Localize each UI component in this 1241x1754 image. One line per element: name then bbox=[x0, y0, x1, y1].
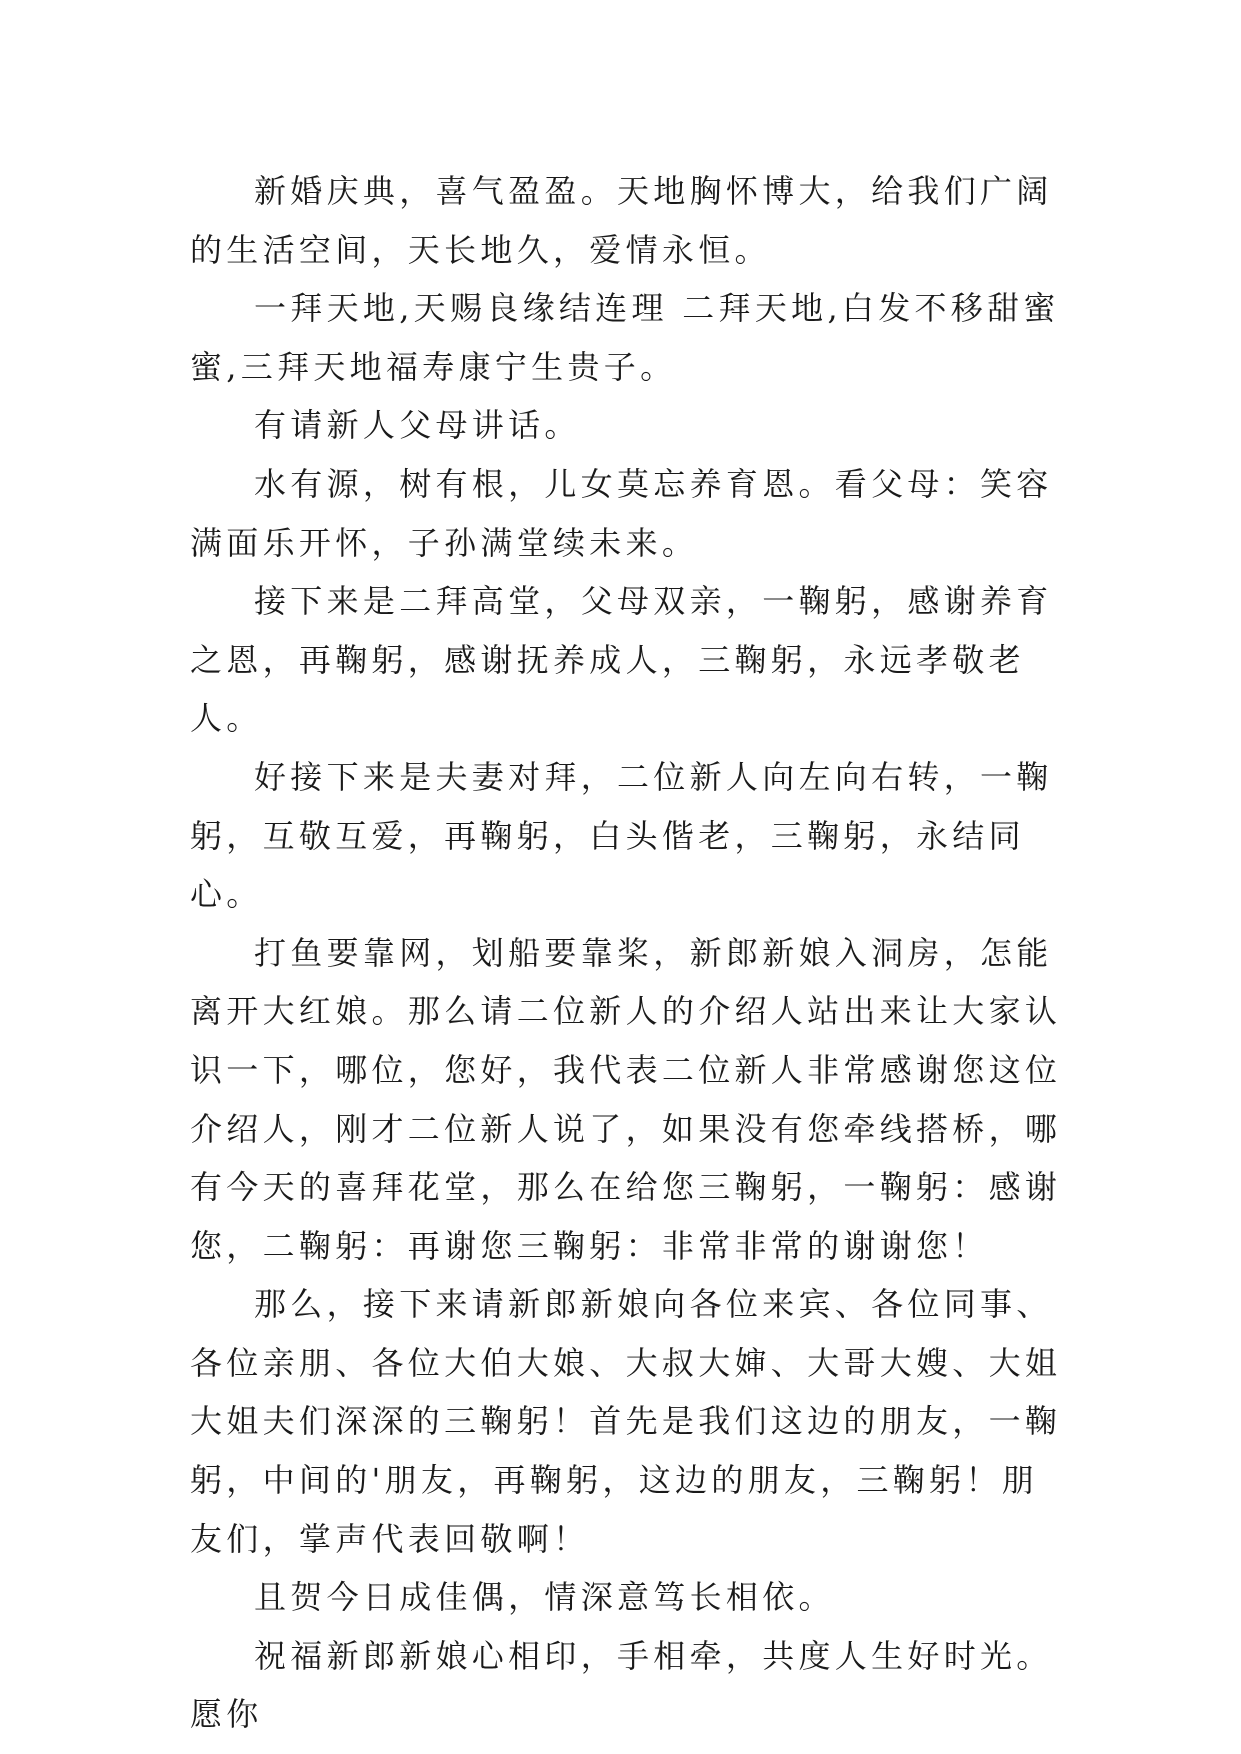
paragraph-bow-to-heaven-earth: 一拜天地,天赐良缘结连理 二拜天地,白发不移甜蜜蜜,三拜天地福寿康宁生贵子。 bbox=[190, 289, 1060, 386]
paragraph-gratitude-parents: 水有源，树有根，儿女莫忘养育恩。看父母：笑容满面乐开怀，子孙满堂续未来。 bbox=[190, 464, 1053, 562]
paragraph-wedding-opening: 新婚庆典，喜气盈盈。天地胸怀博大，给我们广阔的生活空间，天长地久，爱情永恒。 bbox=[190, 172, 1053, 269]
document-body bbox=[190, 162, 1070, 1744]
paragraph-blessing: 祝福新郎新娘心相印，手相牵，共度人生好时光。愿你 bbox=[190, 1636, 1053, 1734]
paragraph-bow-to-each-other: 好接下来是夫妻对拜，二位新人向左向右转，一鞠躬，互敬互爱，再鞠躬，白头偕老，三鞠躬，永结同心。 bbox=[190, 757, 1053, 914]
paragraph-matchmaker: 打鱼要靠网，划船要靠桨，新郎新娘入洞房，怎能离开大红娘。那么请二位新人的介绍人站出来让大家认识一下，哪位，您好，我代表二位新人非常感谢您这位介绍人，刚才二位新人说了，如果没有您牵线搭桥，哪有今天的喜拜花堂，那么在给您三鞠躬，一鞠躬：感谢您，二鞠躬：再谢您三鞠躬：非常非常的谢谢您！ bbox=[190, 933, 1062, 1265]
paragraph-parents-speech: 有请新人父母讲话。 bbox=[254, 406, 581, 445]
paragraph-bow-to-guests: 那么，接下来请新郎新娘向各位来宾、各位同事、各位亲朋、各位大伯大娘、大叔大婶、大哥大嫂、大姐大姐夫们深深的三鞠躬！首先是我们这边的朋友，一鞠躬，中间的'朋友，再鞠躬，这边的朋友，三鞠躬！朋友们，掌声代表回敬啊！ bbox=[190, 1285, 1062, 1558]
paragraph-bow-to-parents: 接下来是二拜高堂，父母双亲，一鞠躬，感谢养育之恩，再鞠躬，感谢抚养成人，三鞠躬，永远孝敬老人。 bbox=[190, 582, 1053, 738]
paragraph-congratulation: 且贺今日成佳偶，情深意笃长相依。 bbox=[254, 1578, 835, 1617]
